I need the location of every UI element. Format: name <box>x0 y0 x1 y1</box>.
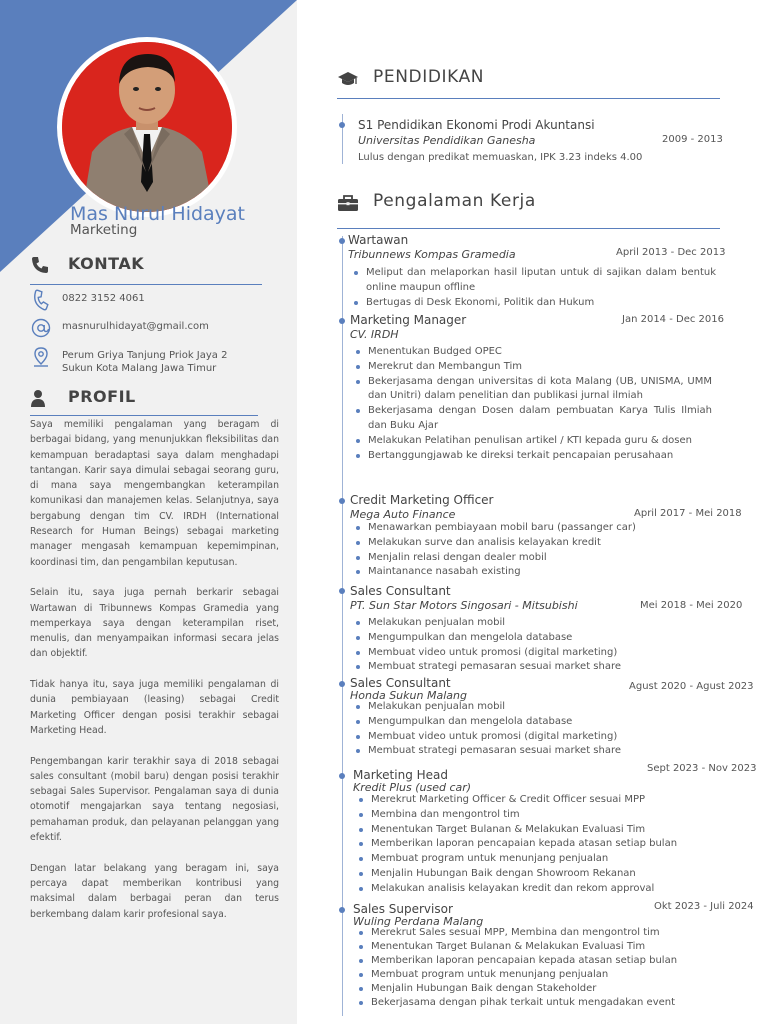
job-company: Tribunnews Kompas Gramedia <box>348 248 516 261</box>
job-duty: Membuat video untuk promosi (digital marketing) <box>350 730 710 745</box>
job-date: April 2017 - Mei 2018 <box>634 508 742 519</box>
at-sign-icon <box>30 317 52 339</box>
timeline-dot <box>339 238 345 244</box>
job-company: Kredit Plus (used car) <box>353 781 472 794</box>
profile-paragraph: Pengembangan karir terakhir saya di 2018 sebagai sales consultant (mobil baru) dengan posisi terakhir sebagai Sales Supervisor. Pengalaman saya di dunia otomotif mengajarkan saya tentang negosiasi, pemahaman produk, dan pelayanan pelanggan yang efektif. <box>30 755 279 844</box>
job-duty: Meliput dan melaporkan hasil liputan untuk di sajikan dalam bentuk online maupun offline <box>348 266 716 296</box>
user-icon <box>30 388 50 408</box>
education-note: Lulus dengan predikat memuaskan, IPK 3.23 indeks 4.00 <box>358 152 643 163</box>
job-date: Sept 2023 - Nov 2023 <box>647 763 757 774</box>
job-duty: Membuat strategi pemasaran sesuai market share <box>350 660 710 675</box>
person-name: Mas Nurul Hidayat <box>70 203 246 225</box>
profile-paragraph: Saya memiliki pengalaman yang beragam di berbagai bidang, yang menunjukkan fleksibilitas dan kemampuan beradaptasi saya dalam menghadapi tantangan. Karir saya dimulai sebagai seorang guru, di mana saya mengembangkan keterampilan komunikasi dan manajemen kelas. Selanjutnya, saya bergabung dengan tim CV. IRDH (International Research for Human Beings) sebagai marketing manager mengasah kemampuan kepemimpinan, koordinasi tim, dan pengambilan keputusan. <box>30 419 279 568</box>
job-duty: Melakukan Pelatihan penulisan artikel / KTI kepada guru & dosen <box>350 434 712 449</box>
job-date: April 2013 - Dec 2013 <box>616 247 726 258</box>
job-duty: Memberikan laporan pencapaian kepada atasan setiap bulan <box>353 954 733 968</box>
job-duty: Menentukan Budged OPEC <box>350 345 712 360</box>
job-duty: Menentukan Target Bulanan & Melakukan Evaluasi Tim <box>353 940 733 954</box>
timeline-dot <box>339 773 345 779</box>
job-duty: Maintanance nasabah existing <box>350 565 710 580</box>
timeline-dot <box>339 498 345 504</box>
job-duty: Membuat strategi pemasaran sesuai market share <box>350 744 710 759</box>
profile-paragraph: Tidak hanya itu, saya juga memiliki pengalaman di dunia pembiayaan (leasing) sebagai Credit Marketing Officer dengan posisi terakhir sebagai Marketing Head. <box>30 679 279 736</box>
job-duty: Membuat video untuk promosi (digital marketing) <box>350 646 710 661</box>
job-duties <box>350 700 710 759</box>
job-title: Sales Consultant <box>350 584 451 598</box>
contact-divider <box>30 284 262 285</box>
job-duty: Bertugas di Desk Ekonomi, Politik dan Hukum <box>348 296 716 311</box>
education-date: 2009 - 2013 <box>662 134 723 145</box>
timeline-dot <box>339 318 345 324</box>
job-duty: Merekrut dan Membangun Tim <box>350 360 712 375</box>
job-date: Okt 2023 - Juli 2024 <box>654 901 754 912</box>
job-title: Marketing Head <box>353 768 448 782</box>
timeline-dot <box>339 588 345 594</box>
job-duties <box>353 926 733 1011</box>
profile-summary <box>30 417 279 937</box>
briefcase-icon <box>337 193 359 213</box>
job-title: Sales Supervisor <box>353 902 453 916</box>
profile-photo-illustration <box>62 42 232 212</box>
timeline-dot <box>339 681 345 687</box>
job-date: Jan 2014 - Dec 2016 <box>622 314 724 325</box>
job-duties <box>350 345 712 463</box>
job-title: Credit Marketing Officer <box>350 493 494 507</box>
timeline-dot <box>339 122 345 128</box>
job-duties <box>353 793 733 897</box>
profile-photo <box>62 42 232 212</box>
graduation-cap-icon <box>337 69 359 89</box>
job-company: Mega Auto Finance <box>350 508 456 521</box>
experience-timeline <box>342 236 343 1016</box>
job-duty: Memberikan laporan pencapaian kepada atasan setiap bulan <box>353 837 733 852</box>
job-duty: Melakukan penjualan mobil <box>350 616 710 631</box>
job-duty: Merekrut Marketing Officer & Credit Officer sesuai MPP <box>353 793 733 808</box>
job-duties <box>348 266 716 310</box>
job-duty: Membina dan mengontrol tim <box>353 808 733 823</box>
job-company: Honda Sukun Malang <box>350 689 467 702</box>
job-date: Mei 2018 - Mei 2020 <box>640 600 743 611</box>
job-duty: Melakukan analisis kelayakan kredit dan rekom approval <box>353 882 733 897</box>
job-duty: Bekerjasama dengan universitas di kota Malang (UB, UNISMA, UMM dan Unitri) dalam penelitian dan publikasi jurnal ilmiah <box>350 375 712 405</box>
profile-paragraph: Dengan latar belakang yang beragam ini, saya percaya dapat memberikan kontribusi yang maksimal dalam berbagai peran dan terus berkembang dalam karir profesional saya. <box>30 862 279 920</box>
job-duty: Menjalin Hubungan Baik dengan Showroom Rekanan <box>353 867 733 882</box>
job-duty: Merekrut Sales sesuai MPP, Membina dan mengontrol tim <box>353 926 733 940</box>
job-duty: Bertanggungjawab ke direksi terkait pencapaian perusahaan <box>350 449 712 464</box>
phone-outline-icon <box>30 289 52 311</box>
location-pin-icon <box>30 346 52 368</box>
address-line-2: Sukun Kota Malang Jawa Timur <box>62 363 217 374</box>
job-duty: Menjalin Hubungan Baik dengan Stakeholder <box>353 982 733 996</box>
job-duty: Mengumpulkan dan mengelola database <box>350 715 710 730</box>
education-school: Universitas Pendidikan Ganesha <box>358 134 536 147</box>
timeline-dot <box>339 907 345 913</box>
experience-divider <box>337 228 720 229</box>
education-degree: S1 Pendidikan Ekonomi Prodi Akuntansi <box>358 118 595 132</box>
job-title: Sales Consultant <box>350 676 451 690</box>
job-title: Marketing Manager <box>350 313 467 327</box>
job-company: PT. Sun Star Motors Singosari - Mitsubishi <box>350 599 578 612</box>
phone-icon <box>30 255 50 275</box>
job-company: CV. IRDH <box>350 328 399 341</box>
person-role: Marketing <box>70 222 138 238</box>
job-duties <box>350 521 710 580</box>
job-duty: Melakukan surve dan analisis kelayakan kredit <box>350 536 710 551</box>
address-line-1: Perum Griya Tanjung Priok Jaya 2 <box>62 350 228 361</box>
job-duty: Membuat program untuk menunjang penjualan <box>353 968 733 982</box>
profile-paragraph: Selain itu, saya juga pernah berkarir sebagai Wartawan di Tribunnews Kompas Gramedia yang memperkaya saya dengan keterampilan riset, menulis, dan menyampaikan informasi secara jelas dan objektif. <box>30 587 279 660</box>
job-duty: Bekerjasama dengan Dosen dalam pembuatan Karya Tulis Ilmiah dan Buku Ajar <box>350 404 712 434</box>
job-duty: Membuat program untuk menunjang penjualan <box>353 852 733 867</box>
job-company: Wuling Perdana Malang <box>353 915 484 928</box>
job-title: Wartawan <box>348 233 409 247</box>
job-duty: Bekerjasama dengan pihak terkait untuk mengadakan event <box>353 996 733 1010</box>
job-duty: Menentukan Target Bulanan & Melakukan Evaluasi Tim <box>353 823 733 838</box>
job-duty: Menjalin relasi dengan dealer mobil <box>350 551 710 566</box>
job-duty: Mengumpulkan dan mengelola database <box>350 631 710 646</box>
job-duty: Menawarkan pembiayaan mobil baru (passanger car) <box>350 521 710 536</box>
job-date: Agust 2020 - Agust 2023 <box>629 681 754 692</box>
profile-divider <box>30 415 258 416</box>
education-divider <box>337 98 720 99</box>
job-duty: Melakukan penjualan mobil <box>350 700 710 715</box>
job-duties <box>350 616 710 675</box>
